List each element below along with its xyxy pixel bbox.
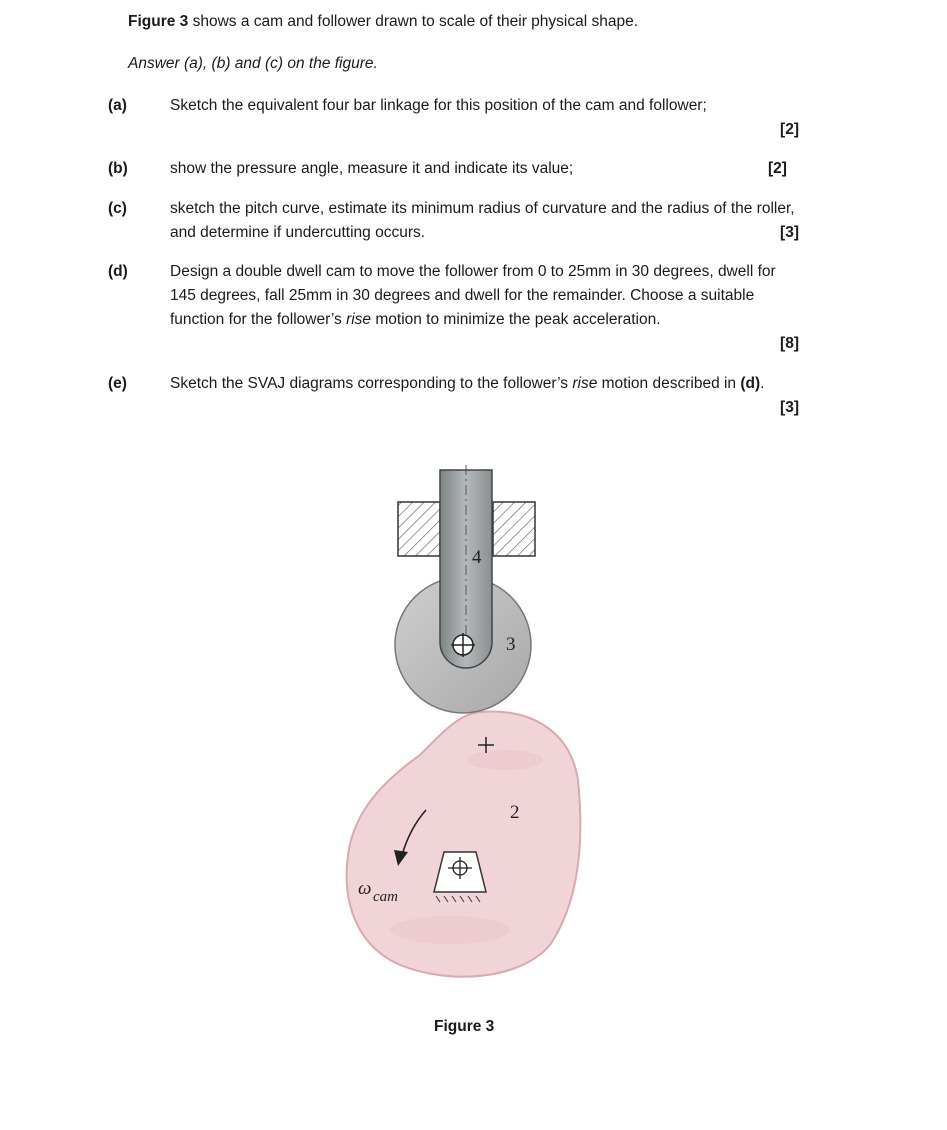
intro-figure-ref: Figure 3 [128, 13, 189, 30]
instruction: Answer (a), (b) and (c) on the figure. [128, 55, 378, 72]
question-marks: [2] [780, 121, 799, 138]
question-text: sketch the pitch curve, estimate its minimum radius of curvature and the radius of the roller, and determine if undercutting occurs. [170, 200, 795, 241]
guide-block-right [493, 502, 535, 556]
cam-follower-figure [330, 460, 620, 990]
omega-symbol: ω [358, 878, 372, 899]
question-marks: [8] [780, 335, 799, 352]
question-b: (b) show the pressure angle, measure it and indicate its value; [2] [139, 157, 799, 181]
intro-body: shows a cam and follower drawn to scale of their physical shape. [188, 13, 639, 30]
omega-subscript: cam [373, 889, 398, 905]
question-marks: [3] [780, 224, 799, 241]
question-text: Design a double dwell cam to move the follower from 0 to 25mm in 30 degrees, dwell for 145 degrees, fall 25mm in 30 degrees and dwell for the remainder. Choose a suitable function for the follower’s [170, 263, 776, 328]
question-marks: [3] [780, 399, 799, 416]
roller-label: 3 [506, 634, 516, 655]
question-text-end: . [760, 375, 765, 392]
cam-label: 2 [510, 802, 520, 823]
question-label: (d) [108, 263, 128, 280]
follower-label: 4 [472, 547, 482, 568]
intro-text [128, 11, 638, 33]
question-e [108, 372, 799, 416]
question-label: (c) [108, 200, 127, 217]
question-label: (a) [108, 97, 127, 114]
question-text-italic: rise [346, 311, 372, 328]
question-text-italic: rise [572, 375, 598, 392]
question-ref: (d) [740, 375, 761, 392]
question-text: Sketch the SVAJ diagrams corresponding to the follower’s [170, 375, 573, 392]
question-label: (e) [108, 375, 127, 392]
figure-caption: Figure 3 [434, 1018, 495, 1035]
question-text-mid: motion described in [597, 375, 741, 392]
cam-texture [390, 916, 510, 944]
question-label: (b) [108, 160, 128, 177]
question-c [108, 197, 799, 245]
cam-texture [467, 750, 543, 770]
guide-block-left [398, 502, 440, 556]
question-a [108, 94, 799, 142]
question-text-end: motion to minimize the peak acceleration. [371, 311, 661, 328]
question-text: show the pressure angle, measure it and indicate its value; [170, 160, 574, 177]
question-text: Sketch the equivalent four bar linkage for this position of the cam and follower; [170, 97, 707, 114]
question-d [108, 260, 799, 352]
